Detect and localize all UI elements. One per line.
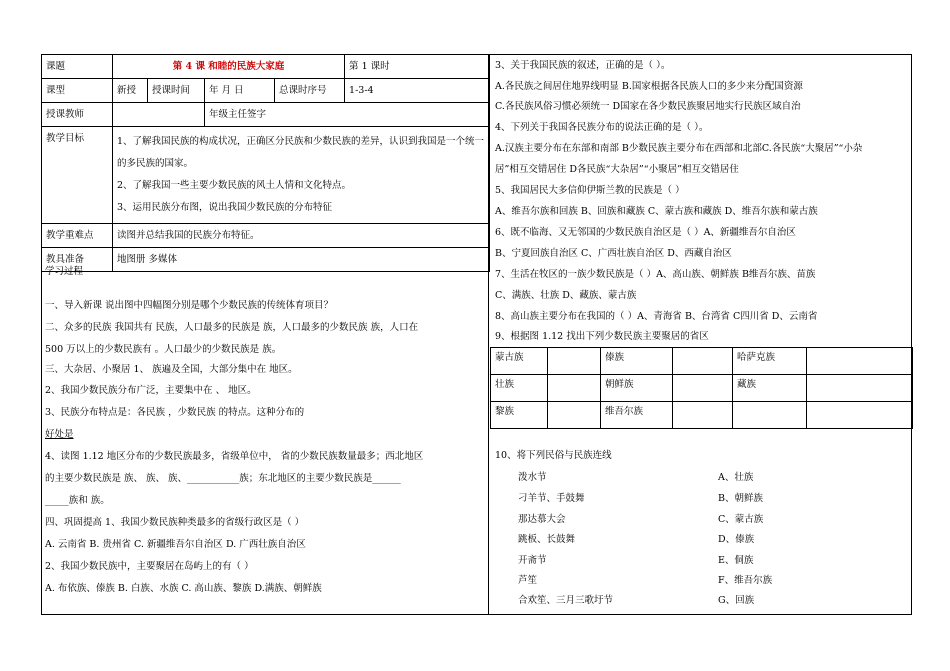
custom-item[interactable]: 跳板、长鼓舞 — [518, 534, 576, 545]
right-line: A.各民族之间居住地界线明显 B.国家根据各民族人口的多少来分配国资源 — [495, 81, 803, 92]
right-line: A、维吾尔族和回族 B、回族和藏族 C、蒙古族和藏族 D、维吾尔族和蒙古族 — [495, 206, 818, 217]
lesson-info-table — [41, 54, 490, 272]
answer-cell[interactable] — [673, 402, 733, 429]
row-topic — [42, 55, 490, 79]
ethnic-cell: 藏族 — [733, 375, 807, 402]
ethnic-option[interactable]: G、回族 — [718, 595, 755, 606]
answer-cell[interactable] — [807, 348, 913, 375]
type-value: 新授 — [113, 79, 148, 103]
right-line: C、满族、壮族 D、藏族、蒙古族 — [495, 290, 637, 301]
answer-cell[interactable] — [673, 348, 733, 375]
right-line: 5、我国居民大多信仰伊斯兰教的民族是（ ） — [495, 185, 685, 196]
left-line: 4、读图 1.12 地区分布的少数民族最多，省级单位中， 省的少数民族数量最多；西北地区 — [45, 451, 424, 462]
ethnic-cell: 朝鲜族 — [601, 375, 673, 402]
signature-label: 年级主任签字 — [205, 103, 490, 127]
ethnic-cell: 蒙古族 — [491, 348, 548, 375]
goal-item: 2、了解我国一些主要少数民族的风土人情和文化特点。 — [117, 180, 352, 191]
ethnic-cell — [733, 402, 807, 429]
right-line: 8、高山族主要分布在我国的（ ）A、青海省 B、台湾省 C四川省 D、云南省 — [495, 311, 818, 322]
key-label: 教学重难点 — [42, 224, 113, 248]
left-line: A. 云南省 B. 贵州省 C. 新疆维吾尔自治区 D. 广西壮族自治区 — [45, 539, 306, 550]
goal-item: 1、了解我国民族的构成状况，正确区分民族和少数民族的差异，认识到我国是一个统一的多民族的国家。 — [117, 136, 485, 169]
lesson-title — [113, 55, 345, 79]
left-line: 2、我国少数民族分布广泛，主要集中在 、 地区。 — [45, 385, 257, 396]
q10-title: 10、将下列民俗与民族连线 — [495, 450, 612, 461]
left-line: 四、巩固提高 1、我国少数民族种类最多的省级行政区是（ ） — [45, 517, 305, 528]
answer-cell[interactable] — [807, 375, 913, 402]
left-line: 好处是 — [45, 429, 74, 440]
ethnic-cell: 壮族 — [491, 375, 548, 402]
topic-label: 课题 — [42, 55, 113, 79]
answer-cell[interactable] — [548, 375, 601, 402]
right-line: 4、下列关于我国各民族分布的说法正确的是（ ）。 — [495, 122, 709, 133]
row-teacher — [42, 103, 490, 127]
ethnic-option[interactable]: E、侗族 — [718, 555, 754, 566]
ethnic-option[interactable]: D、傣族 — [718, 534, 755, 545]
time-value: 年 月 日 — [205, 79, 275, 103]
custom-item[interactable]: 那达慕大会 — [518, 514, 566, 525]
answer-cell[interactable] — [673, 375, 733, 402]
table-row — [491, 402, 913, 429]
key-value: 读图并总结我国的民族分布特征。 — [113, 224, 490, 248]
right-line: 6、既不临海、又无邻国的少数民族自治区是（ ）A、新疆维吾尔自治区 — [495, 227, 796, 238]
left-line: _____族和 族。 — [45, 495, 110, 506]
tools-label: 教具准备 — [42, 248, 113, 272]
left-line: A. 布依族、傣族 B. 白族、水族 C. 高山族、黎族 D.满族、朝鲜族 — [45, 583, 322, 594]
ethnic-cell: 黎族 — [491, 402, 548, 429]
ethnic-option[interactable]: F、维吾尔族 — [718, 575, 773, 586]
time-label: 授课时间 — [148, 79, 205, 103]
row-goals — [42, 127, 490, 224]
session-cell: 第 1 课时 — [345, 55, 490, 79]
right-line: A.汉族主要分布在东部和南部 B少数民族主要分布在西部和北部C.各民族“大聚居”“小杂 — [495, 143, 863, 154]
right-line: 居”相互交错居住 D各民族“大杂居”“小聚居”相互交错居住 — [495, 164, 739, 175]
right-line: 7、生活在牧区的一族少数民族是（ ）A、高山族、朝鲜族 B维吾尔族、苗族 — [495, 269, 816, 280]
ethnic-option[interactable]: B、朝鲜族 — [718, 493, 763, 504]
left-line: 3、民族分布特点是：各民族 ，少数民族 的特点。这种分布的 — [45, 407, 305, 418]
custom-item[interactable]: 芦笙 — [518, 575, 538, 586]
type-label: 课型 — [42, 79, 113, 103]
left-line: 2、我国少数民族中，主要聚居在岛屿上的有（ ） — [45, 561, 254, 572]
learning-process-heading: 学习过程 — [45, 266, 84, 277]
left-line: 500 万以上的少数民族有 。人口最少的少数民族是 族。 — [45, 344, 282, 355]
right-line: 9、根据图 1.12 找出下列少数民族主要聚居的省区 — [495, 331, 709, 342]
row-tools — [42, 248, 490, 272]
answer-cell[interactable] — [548, 402, 601, 429]
ethnic-cell: 哈萨克族 — [733, 348, 807, 375]
right-line: 3、关于我国民族的叙述，正确的是（ ）。 — [495, 60, 671, 71]
left-line: 的主要少数民族是 族、 族、 族、___________族；东北地区的主要少数民族是______ — [45, 473, 401, 484]
answer-cell[interactable] — [807, 402, 913, 429]
custom-item[interactable]: 泼水节 — [518, 472, 547, 483]
teacher-label: 授课教师 — [42, 103, 113, 127]
seq-label: 总课时序号 — [275, 79, 345, 103]
seq-value: 1-3-4 — [345, 79, 490, 103]
right-line: C.各民族风俗习惯必须统一 D国家在各少数民族聚居地实行民族区域自治 — [495, 101, 801, 112]
custom-item[interactable]: 合欢笙、三月三歌圩节 — [518, 595, 614, 606]
tools-value: 地图册 多媒体 — [113, 248, 490, 272]
left-line: 三、大杂居、小聚居 1、 族遍及全国，大部分集中在 地区。 — [45, 364, 298, 375]
right-line: B、宁夏回族自治区 C、广西壮族自治区 D、西藏自治区 — [495, 248, 732, 259]
row-type — [42, 79, 490, 103]
goal-item: 3、运用民族分布图，说出我国少数民族的分布特征 — [117, 202, 333, 213]
table-row — [491, 348, 913, 375]
ethnic-option[interactable]: A、壮族 — [718, 472, 754, 483]
custom-item[interactable]: 刁羊节、手鼓舞 — [518, 493, 585, 504]
lesson-title-text: 第 4 课 和睦的民族大家庭 — [172, 61, 285, 72]
goals-label: 教学目标 — [42, 127, 113, 224]
ethnic-cell: 维吾尔族 — [601, 402, 673, 429]
goals-cell — [113, 127, 490, 224]
ethnic-cell: 傣族 — [601, 348, 673, 375]
left-line: 二、众多的民族 我国共有 民族，人口最多的民族是 族，人口最多的少数民族 族，人口在 — [45, 322, 419, 333]
table-row — [491, 375, 913, 402]
custom-item[interactable]: 开斋节 — [518, 555, 547, 566]
left-line: 一、导入新课 说出图中四幅图分别是哪个少数民族的传统体育项目？ — [45, 300, 334, 311]
answer-cell[interactable] — [548, 348, 601, 375]
province-table — [490, 347, 913, 429]
teacher-value — [113, 103, 205, 127]
ethnic-option[interactable]: C、蒙古族 — [718, 514, 764, 525]
row-key — [42, 224, 490, 248]
